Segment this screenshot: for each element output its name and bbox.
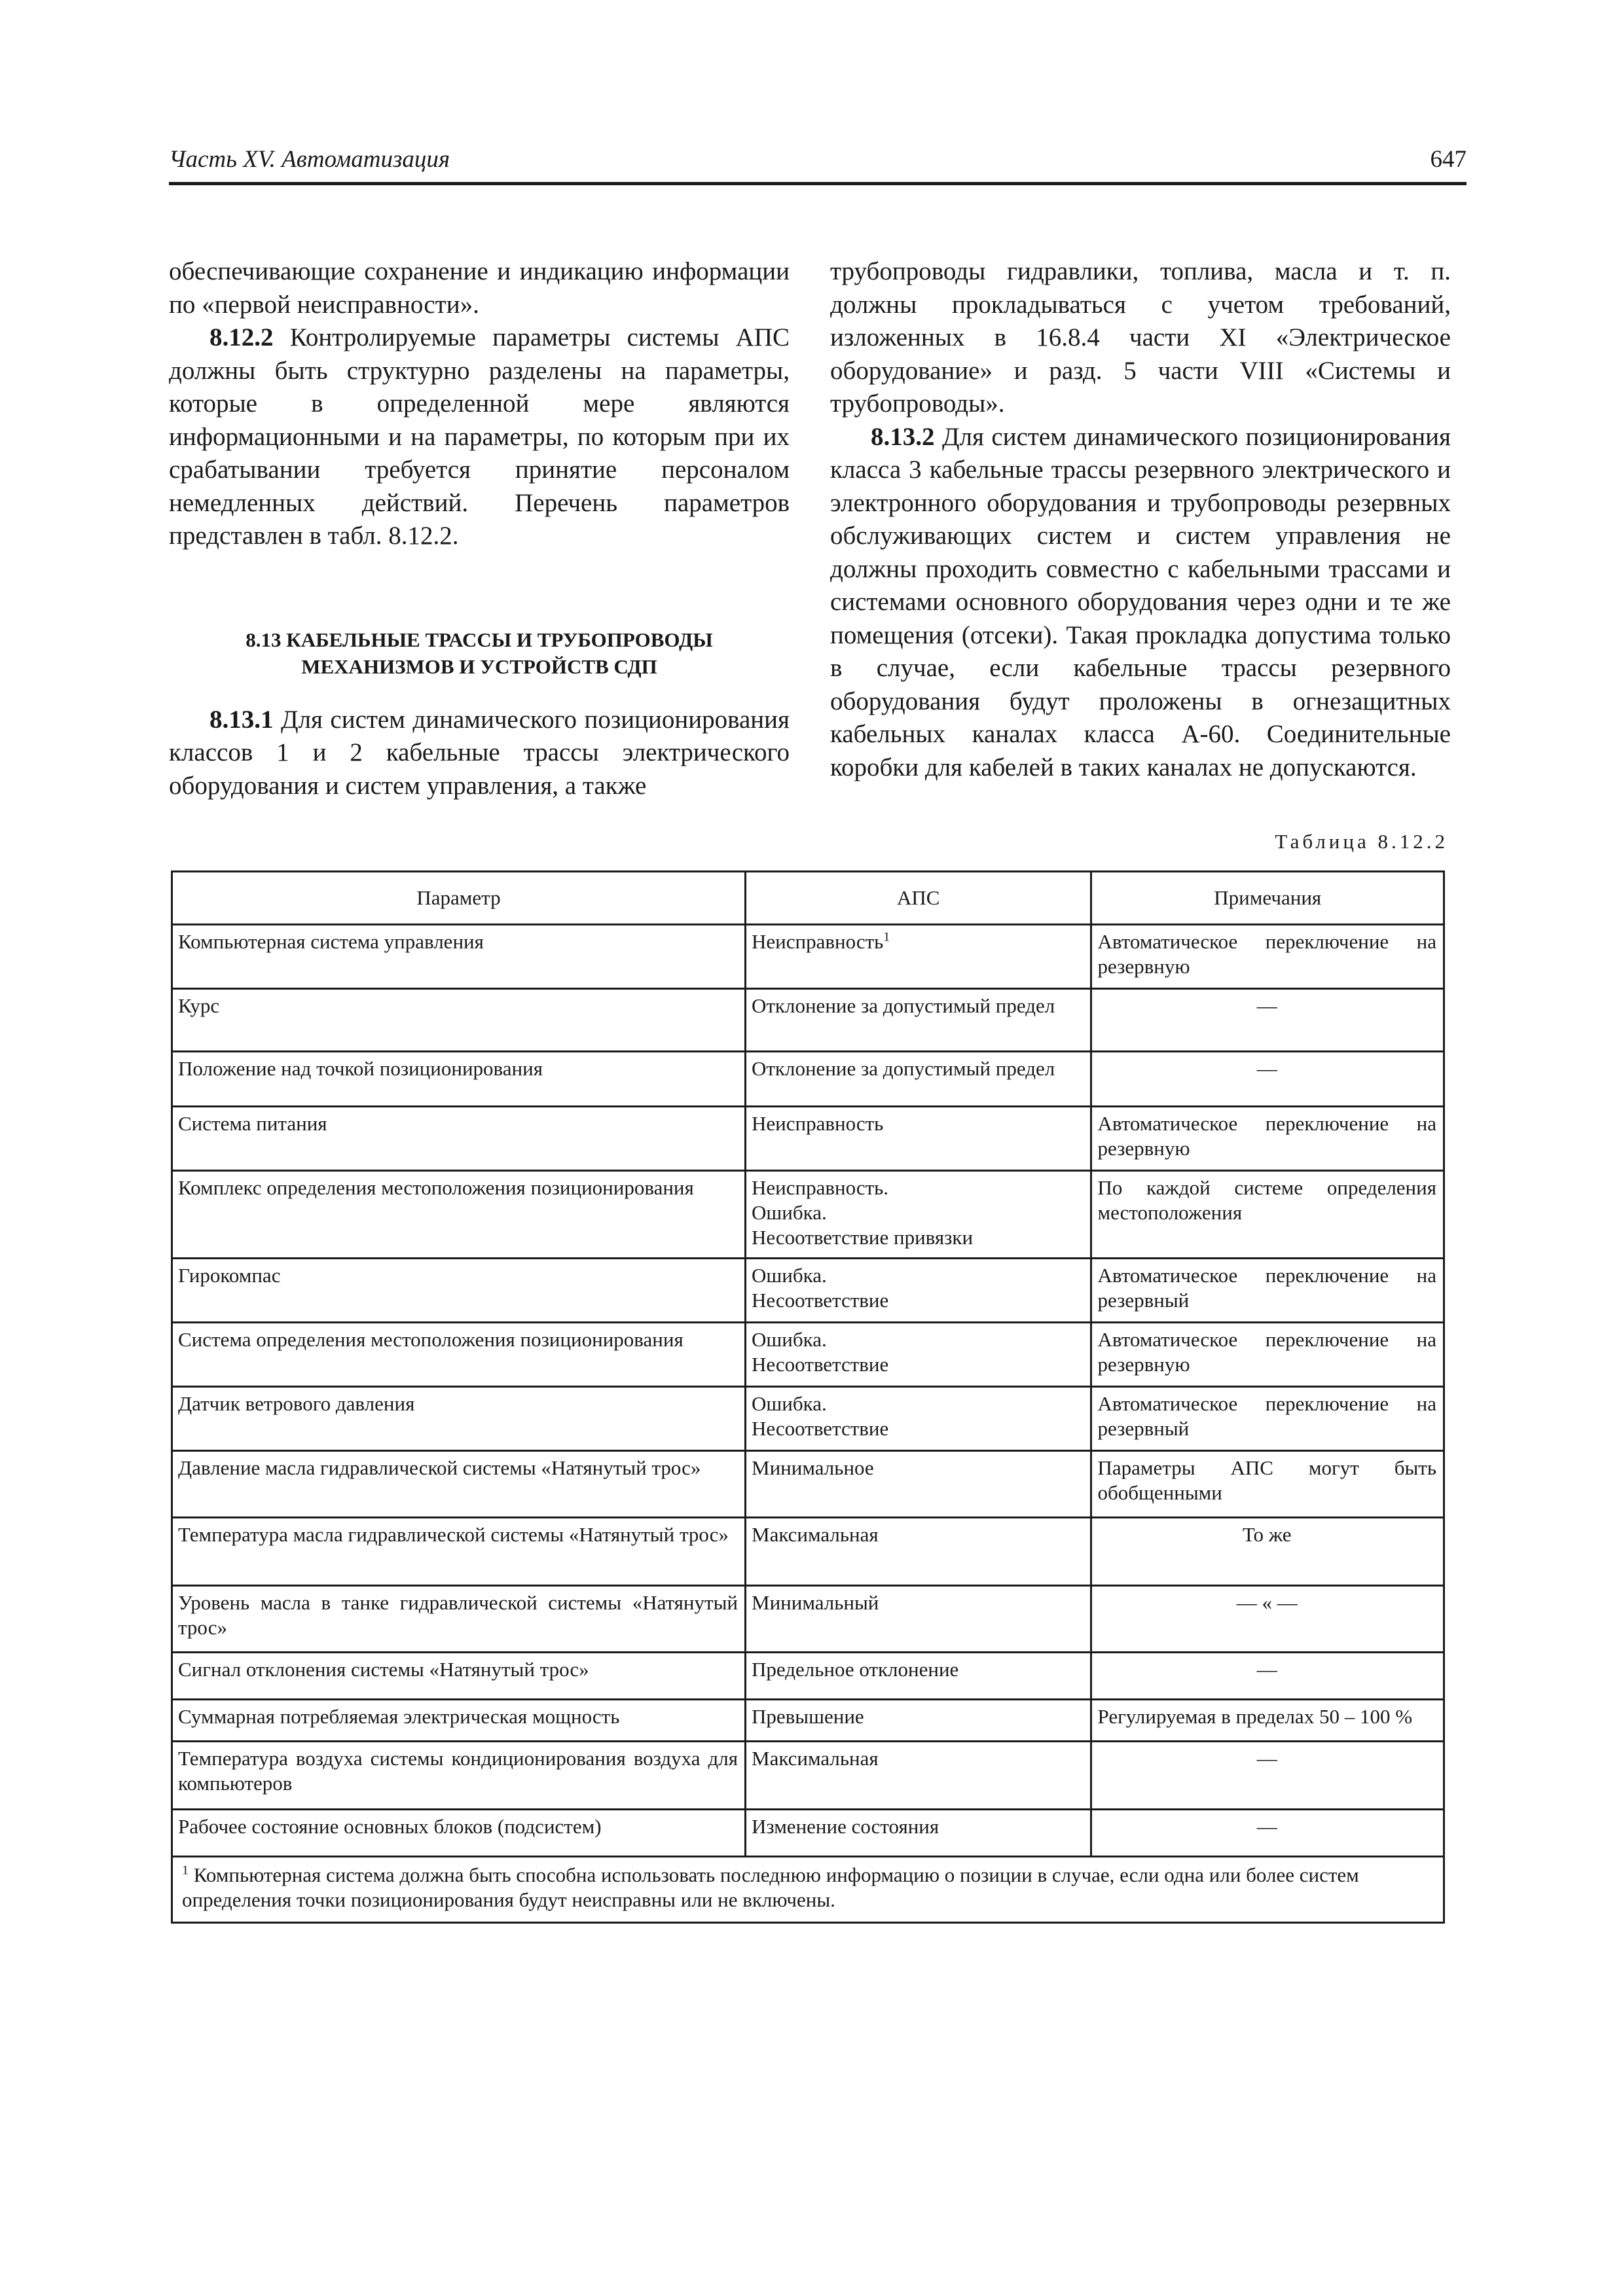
aps-cell	[746, 1586, 1091, 1653]
paragraph-8-13-1	[169, 704, 790, 803]
table-row	[172, 1451, 1444, 1518]
cell-text: Давление масла гидравлической системы «Натянутый трос»	[178, 1456, 701, 1479]
clause-text: Для систем динамического позиционирования класса 3 кабельные трассы резервного электрического и электронного оборудования и трубопроводы резервных обслуживающих систем и систем управления не должны проходить совместно с кабельными трассами и системами основного оборудования через одни и те же помещения (отсеки). Такая прокладка допустима только в случае, если кабельные трассы резервного оборудования будут проложены в огнезащитных кабельных каналах класса А-60. Соединительные коробки для кабелей в таких каналах не допускаются.	[830, 422, 1451, 781]
notes-cell	[1091, 1518, 1444, 1586]
notes-cell	[1091, 1586, 1444, 1653]
cell-text: Автоматическое переключение на резервную	[1097, 1328, 1436, 1376]
notes-cell	[1091, 1700, 1444, 1742]
cell-text: — « —	[1236, 1591, 1298, 1614]
cell-text: Неисправность.	[752, 1176, 889, 1199]
header-notes: Примечания	[1091, 872, 1444, 925]
aps-cell	[746, 1387, 1091, 1451]
aps-cell	[746, 1653, 1091, 1700]
table-row	[172, 1387, 1444, 1451]
footnote-number: 1	[182, 1863, 189, 1878]
cell-text: Ошибка.	[752, 1328, 827, 1351]
cell-text: —	[1256, 1057, 1277, 1080]
parameter-cell	[172, 1653, 746, 1700]
notes-cell	[1091, 1810, 1444, 1857]
table-footnote	[172, 1857, 1444, 1923]
table-row	[172, 1323, 1444, 1387]
table-row	[172, 989, 1444, 1052]
cell-text: Минимальное	[752, 1456, 874, 1479]
paragraph-8-12-2	[169, 321, 790, 553]
clause-number: 8.13.2	[871, 422, 935, 451]
section-title-line: МЕХАНИЗМОВ И УСТРОЙСТВ СДП	[301, 655, 657, 678]
cell-text: Неисправность	[752, 1112, 884, 1135]
footnote-marker: 1	[883, 929, 890, 944]
parameter-cell	[172, 925, 746, 989]
parameter-cell	[172, 1518, 746, 1586]
cell-text: Ошибка.	[752, 1392, 827, 1415]
table-row	[172, 1052, 1444, 1107]
cell-text: Гирокомпас	[178, 1264, 281, 1287]
cell-text: Несоответствие	[752, 1353, 889, 1376]
notes-cell	[1091, 1259, 1444, 1323]
table-row	[172, 1107, 1444, 1171]
aps-cell	[746, 1518, 1091, 1586]
cell-text: Датчик ветрового давления	[178, 1392, 415, 1415]
notes-cell	[1091, 989, 1444, 1052]
aps-cell	[746, 1451, 1091, 1518]
table-row	[172, 925, 1444, 989]
parameter-cell	[172, 1387, 746, 1451]
cell-text: —	[1256, 1658, 1277, 1681]
footnote-text: Компьютерная система должна быть способна использовать последнюю информацию о позиции в случае, если одна или более систем определения точки позиционирования будут неисправны или не включены.	[182, 1863, 1359, 1911]
aps-cell	[746, 1323, 1091, 1387]
table-row	[172, 1742, 1444, 1810]
parameter-cell	[172, 1810, 746, 1857]
cell-text: Комплекс определения местоположения позиционирования	[178, 1176, 694, 1199]
cell-text: Система определения местоположения позиционирования	[178, 1328, 684, 1351]
cell-text: Максимальная	[752, 1747, 879, 1770]
cell-text: Изменение состояния	[752, 1815, 939, 1838]
parameter-cell	[172, 1107, 746, 1171]
cell-text: Ошибка.	[752, 1201, 827, 1224]
clause-text: Контролируемые параметры системы АПС должны быть структурно разделены на параметры, которые в определенной мере являются информационными и на параметры, по которым при их срабатывании требуется принятие персоналом немедленных действий. Перечень параметров представлен в табл. 8.12.2.	[169, 323, 790, 550]
clause-text: Для систем динамического позиционирования классов 1 и 2 кабельные трассы электрического оборудования и систем управления, а также	[169, 705, 790, 800]
section-title	[169, 626, 790, 680]
right-column	[830, 255, 1451, 784]
cell-text: Автоматическое переключение на резервную	[1097, 1112, 1436, 1160]
table-row	[172, 1810, 1444, 1857]
cell-text: Температура воздуха системы кондиционирования воздуха для компьютеров	[178, 1747, 738, 1795]
page-header	[169, 145, 1467, 185]
cell-text: Сигнал отклонения системы «Натянутый трос»	[178, 1658, 589, 1681]
cell-text: Отклонение за допустимый предел	[752, 994, 1055, 1017]
cell-text: —	[1256, 1815, 1277, 1838]
aps-cell	[746, 1810, 1091, 1857]
aps-cell	[746, 989, 1091, 1052]
notes-cell	[1091, 1387, 1444, 1451]
table-row	[172, 1171, 1444, 1259]
cell-text: Уровень масла в танке гидравлической системы «Натянутый трос»	[178, 1591, 738, 1639]
paragraph-8-13-2	[830, 421, 1451, 785]
aps-cell	[746, 1259, 1091, 1323]
parameter-cell	[172, 1259, 746, 1323]
left-column	[169, 255, 790, 802]
notes-cell	[1091, 1052, 1444, 1107]
notes-cell	[1091, 1171, 1444, 1259]
parameters-table	[171, 870, 1445, 1924]
aps-cell	[746, 925, 1091, 989]
parameter-cell	[172, 1700, 746, 1742]
header-parameter: Параметр	[172, 872, 746, 925]
table-row	[172, 1700, 1444, 1742]
cell-text: Предельное отклонение	[752, 1658, 959, 1681]
cell-text: Автоматическое переключение на резервный	[1097, 1392, 1436, 1440]
parameter-cell	[172, 1451, 746, 1518]
notes-cell	[1091, 1323, 1444, 1387]
table-header-row	[172, 872, 1444, 925]
cell-text: Рабочее состояние основных блоков (подсистем)	[178, 1815, 602, 1838]
cell-text: Компьютерная система управления	[178, 930, 484, 953]
header-aps: АПС	[746, 872, 1091, 925]
cell-text: Несоответствие	[752, 1417, 889, 1440]
table-row	[172, 1259, 1444, 1323]
aps-cell	[746, 1171, 1091, 1259]
cell-text: Положение над точкой позиционирования	[178, 1057, 543, 1080]
cell-text: Неисправность	[752, 930, 884, 953]
parameter-cell	[172, 1171, 746, 1259]
cell-text: Курс	[178, 994, 220, 1017]
notes-cell	[1091, 1742, 1444, 1810]
cell-text: Отклонение за допустимый предел	[752, 1057, 1055, 1080]
notes-cell	[1091, 1107, 1444, 1171]
cell-text: Регулируемая в пределах 50 – 100 %	[1097, 1705, 1413, 1728]
table-body	[172, 925, 1444, 1923]
cell-text: Система питания	[178, 1112, 327, 1135]
table-caption: Таблица 8.12.2	[1275, 830, 1448, 853]
cell-text: Параметры АПС могут быть обобщенными	[1097, 1456, 1436, 1504]
cell-text: Несоответствие	[752, 1289, 889, 1312]
clause-number: 8.13.1	[210, 705, 274, 734]
cell-text: Превышение	[752, 1705, 864, 1728]
parameter-cell	[172, 1586, 746, 1653]
aps-cell	[746, 1052, 1091, 1107]
aps-cell	[746, 1700, 1091, 1742]
cell-text: Несоответствие привязки	[752, 1226, 974, 1249]
parameter-cell	[172, 1323, 746, 1387]
cell-text: Суммарная потребляемая электрическая мощность	[178, 1705, 620, 1728]
cell-text: —	[1256, 994, 1277, 1017]
aps-cell	[746, 1742, 1091, 1810]
section-title-line: 8.13 КАБЕЛЬНЫЕ ТРАССЫ И ТРУБОПРОВОДЫ	[246, 628, 713, 651]
parameter-cell	[172, 1742, 746, 1810]
cell-text: —	[1256, 1747, 1277, 1770]
cell-text: Автоматическое переключение на резервную	[1097, 930, 1436, 978]
notes-cell	[1091, 925, 1444, 989]
table-row	[172, 1586, 1444, 1653]
cell-text: Максимальная	[752, 1523, 879, 1546]
cell-text: По каждой системе определения местоположения	[1097, 1176, 1436, 1224]
clause-number: 8.12.2	[210, 323, 274, 351]
aps-cell	[746, 1107, 1091, 1171]
cell-text: То же	[1242, 1523, 1292, 1546]
cell-text: Температура масла гидравлической системы «Натянутый трос»	[178, 1523, 729, 1546]
cell-text: Минимальный	[752, 1591, 879, 1614]
running-title: Часть XV. Автоматизация	[169, 146, 450, 173]
cell-text: Автоматическое переключение на резервный	[1097, 1264, 1436, 1312]
paragraph: трубопроводы гидравлики, топлива, масла и т. п. должны прокладываться с учетом требований, изложенных в 16.8.4 части XI «Электрическое оборудование» и разд. 5 части VIII «Системы и трубопроводы».	[830, 257, 1451, 418]
table-row	[172, 1518, 1444, 1586]
notes-cell	[1091, 1653, 1444, 1700]
parameter-cell	[172, 1052, 746, 1107]
notes-cell	[1091, 1451, 1444, 1518]
cell-text: Ошибка.	[752, 1264, 827, 1287]
page-number: 647	[1430, 146, 1467, 173]
footnote-row	[172, 1857, 1444, 1923]
paragraph: обеспечивающие сохранение и индикацию информации по «первой неисправности».	[169, 257, 790, 319]
table-row	[172, 1653, 1444, 1700]
parameter-cell	[172, 989, 746, 1052]
